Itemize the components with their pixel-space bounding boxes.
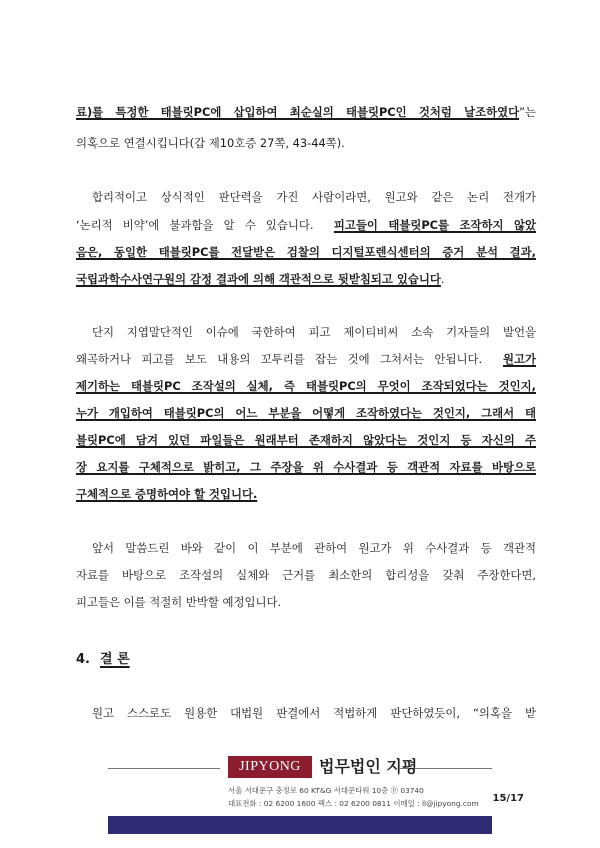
p2-line4-bold: 국립과학수사연구원의 감정 결과에 의해 객관적으로 뒷받침되고 있습니다 — [76, 272, 441, 286]
footer-bar — [108, 816, 492, 834]
p3-line2-bold: 원고가 — [502, 352, 536, 366]
firm-name: 법무법인 지평 — [319, 757, 418, 776]
footer-rule-left — [108, 768, 220, 769]
section-number: 4. — [76, 652, 90, 667]
p1-line2: 의혹으로 연결시킵니다(갑 제10호증 27쪽, 43-44쪽). — [76, 136, 345, 150]
p5-line1: 원고 스스로도 원용한 대법원 판결에서 적법하게 판단하였듯이, “의혹을 받 — [92, 706, 536, 720]
firm-contact: 대표전화 : 02 6200 1600 팩스 : 02 6200 0811 이메일 : ll@jipyong.com — [228, 799, 479, 808]
p2-line2-plain: ‘논리적 비약’에 불과함을 알 수 있습니다. — [76, 218, 314, 232]
p1-line1 — [76, 104, 536, 120]
p3-line2-plain: 왜곡하거나 피고를 보도 내용의 꼬투리를 잡는 것에 그쳐서는 안됩니다. — [76, 352, 483, 366]
firm-logo: JIPYONG — [228, 756, 312, 778]
section-heading — [76, 651, 130, 669]
p3-line2 — [76, 351, 536, 367]
p3-line6: 장 요지를 구체적으로 밝히고, 그 주장을 위 수사결과 등 객관적 자료를 바탕으로 — [76, 460, 536, 474]
p3-line5: 블릿PC에 담겨 있던 파일들은 원래부터 존재하지 않았다는 것인지 등 자신의 주 — [76, 433, 536, 447]
firm-address: 서울 서대문구 충정로 60 KT&G 서대문타워 10층 ⓟ 03740 — [228, 786, 424, 795]
p2-line4-tail: . — [440, 272, 445, 286]
p4-line3: 피고들은 이를 적절히 반박할 예정입니다. — [76, 595, 282, 609]
p3-line1: 단지 지엽말단적인 이슈에 국한하여 피고 제이티비씨 소속 기자들의 발언을 — [92, 325, 536, 339]
section-title: 결 론 — [99, 652, 130, 667]
p2-line2 — [76, 217, 536, 233]
p1-line1-tail: ”는 — [519, 105, 536, 119]
p4-line1: 앞서 말씀드린 바와 같이 이 부분에 관하여 원고가 위 수사결과 등 객관적 — [92, 541, 536, 555]
p2-line4 — [76, 271, 536, 287]
p3-line7: 구체적으로 증명하여야 할 것입니다. — [76, 487, 258, 501]
p4-line2: 자료를 바탕으로 조작설의 실체와 근거를 최소한의 합리성을 갖춰 주장한다면, — [76, 568, 536, 582]
p2-line3: 음은, 동일한 태블릿PC를 전달받은 검찰의 디지털포렌식센터의 증거 분석 결과, — [76, 245, 536, 259]
page-number: 15/17 — [492, 793, 524, 804]
p1-line1-bold: 료)를 특정한 태블릿PC에 삽입하여 최순실의 태블릿PC인 것처럼 날조하였다 — [76, 105, 520, 119]
p3-line4: 누가 개입하여 태블릿PC의 어느 부분을 어떻게 조작하였다는 것인지, 그래서 태 — [76, 406, 536, 420]
p2-line2-bold: 피고들이 태블릿PC를 조작하지 않았 — [333, 218, 536, 232]
p2-line1: 합리적이고 상식적인 판단력을 가진 사람이라면, 원고와 같은 논리 전개가 — [92, 190, 536, 204]
p3-line3: 제기하는 태블릿PC 조작설의 실체, 즉 태블릿PC의 무엇이 조작되었다는 것인지, — [76, 379, 536, 393]
